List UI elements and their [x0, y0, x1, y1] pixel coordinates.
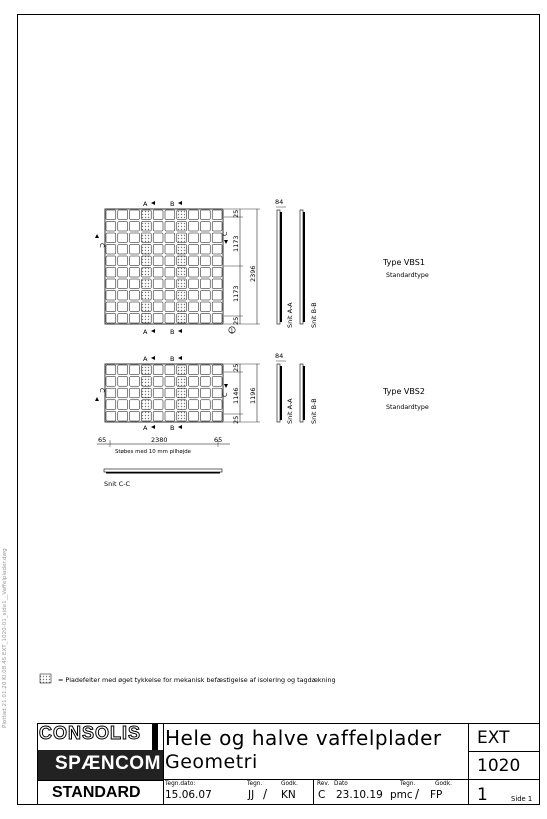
waffle-cell: [141, 314, 151, 324]
waffle-cell: [200, 291, 210, 301]
waffle-cell: [212, 222, 222, 232]
tegn-label: Tegn.: [247, 781, 263, 787]
vbs2-snit-bb: Snit B-B: [310, 398, 318, 424]
waffle-cell: [118, 291, 128, 301]
waffle-cell: [118, 377, 128, 387]
vbs1-section-c-left: C: [98, 243, 106, 248]
waffle-cell: [189, 291, 199, 301]
waffle-cell: [212, 314, 222, 324]
waffle-cell: [141, 388, 151, 398]
waffle-cell: [165, 400, 175, 410]
waffle-cell: [189, 279, 199, 289]
legend-text: = Pladefelter med øget tykkelse for mekanisk befæstigelse af isolering og tagdækning: [58, 676, 336, 684]
vbs1-snit-bb: Snit B-B: [310, 302, 318, 328]
waffle-cell: [141, 268, 151, 278]
waffle-cell: [165, 377, 175, 387]
vbs1-section-a-top: A: [143, 200, 148, 208]
waffle-cell: [200, 302, 210, 312]
waffle-cell: [200, 222, 210, 232]
waffle-cell: [106, 314, 116, 324]
tegn-dato-label: Tegn.dato:: [165, 781, 196, 787]
waffle-cell: [141, 222, 151, 232]
waffle-cell: [153, 377, 163, 387]
waffle-cell: [165, 302, 175, 312]
waffle-cell: [165, 233, 175, 243]
waffle-cell: [189, 245, 199, 255]
waffle-cell: [165, 388, 175, 398]
waffle-cell: [189, 302, 199, 312]
waffle-cell: [106, 210, 116, 220]
waffle-cell: [177, 400, 187, 410]
waffle-cell: [118, 365, 128, 375]
waffle-cell: [200, 268, 210, 278]
waffle-cell: [153, 411, 163, 421]
drawing-title: Hele og halve vaffelplader: [165, 726, 442, 750]
waffle-cell: [130, 256, 140, 266]
waffle-cell: [212, 377, 222, 387]
waffle-cell: [200, 256, 210, 266]
waffle-cell: [177, 256, 187, 266]
waffle-cell: [200, 377, 210, 387]
waffle-cell: [177, 365, 187, 375]
godk-value: KN: [281, 789, 296, 801]
waffle-cell: [189, 314, 199, 324]
waffle-cell: [165, 256, 175, 266]
waffle-cell: [118, 256, 128, 266]
waffle-cell: [177, 388, 187, 398]
waffle-cell: [106, 279, 116, 289]
waffle-cell: [153, 256, 163, 266]
vbs2-plate-plan: [105, 364, 223, 422]
waffle-cell: [177, 233, 187, 243]
waffle-cell: [118, 388, 128, 398]
waffle-cell: [130, 365, 140, 375]
waffle-cell: [118, 411, 128, 421]
waffle-cell: [118, 400, 128, 410]
waffle-cell: [141, 400, 151, 410]
rev-label: Rev.: [317, 781, 330, 787]
waffle-cell: [177, 210, 187, 220]
vbs2-dim-1146: 1146: [232, 387, 240, 404]
waffle-cell: [189, 268, 199, 278]
waffle-cell: [130, 377, 140, 387]
godk-label: Godk.: [281, 781, 298, 787]
vbs2-section-a-bottom: A: [143, 424, 148, 432]
waffle-cell: [189, 388, 199, 398]
waffle-cell: [106, 233, 116, 243]
waffle-cell: [141, 233, 151, 243]
waffle-cell: [200, 400, 210, 410]
waffle-cell: [118, 279, 128, 289]
waffle-cell: [130, 268, 140, 278]
vbs2-dim-65-left: 65: [98, 436, 107, 444]
waffle-cell: [177, 302, 187, 312]
standard-label-box: STANDARD: [37, 780, 164, 805]
waffle-cell: [130, 210, 140, 220]
waffle-cell: [118, 302, 128, 312]
rev-value: C: [318, 789, 326, 801]
waffle-cell: [118, 245, 128, 255]
waffle-cell: [153, 388, 163, 398]
waffle-cell: [141, 210, 151, 220]
vbs2-type-label: Type VBS2: [383, 387, 425, 396]
waffle-cell: [212, 302, 222, 312]
rev-tegn-label: Tegn.: [400, 781, 416, 787]
waffle-cell: [153, 314, 163, 324]
vbs1-dim-1173-bottom: 1173: [232, 285, 240, 302]
rev-date-value: 23.10.19: [336, 789, 383, 801]
waffle-cell: [189, 210, 199, 220]
vbs1-dim-25-bottom: 25: [232, 316, 240, 325]
waffle-cell: [141, 291, 151, 301]
vbs1-dim-25-top: 25: [232, 209, 240, 218]
vbs2-section-bb-profile: [300, 364, 303, 422]
waffle-cell: [177, 291, 187, 301]
rev-tegn-value: pmc: [390, 789, 413, 801]
vbs1-section-b-top: B: [170, 200, 175, 208]
waffle-cell: [130, 233, 140, 243]
plot-info-note: Plottad 21.01.20 Kl.08.45 EXT_1020-01_side1__Vaffelplader.dwg: [2, 548, 8, 728]
waffle-cell: [212, 256, 222, 266]
vbs2-section-c-left: C: [98, 388, 106, 393]
waffle-cell: [106, 411, 116, 421]
waffle-cell: [177, 314, 187, 324]
slash-separator: /: [263, 787, 268, 801]
section-cc-profile: [104, 469, 222, 472]
waffle-cell: [130, 388, 140, 398]
waffle-cell: [106, 291, 116, 301]
waffle-cell: [189, 222, 199, 232]
waffle-cell: [130, 279, 140, 289]
vbs2-section-aa-profile: [277, 364, 280, 422]
waffle-cell: [189, 377, 199, 387]
vbs2-section-c-right: C: [221, 392, 229, 397]
waffle-cell: [212, 245, 222, 255]
vbs1-dim-84: 84: [275, 198, 284, 206]
waffle-cell: [106, 302, 116, 312]
vbs1-type-sub: Standardtype: [386, 272, 429, 279]
waffle-cell: [177, 411, 187, 421]
vbs1-section-c-right: C: [221, 231, 229, 236]
waffle-cell: [118, 222, 128, 232]
waffle-cell: [200, 365, 210, 375]
vbs1-section-bb-profile: [300, 210, 303, 324]
vbs1-dim-2396: 2396: [249, 265, 257, 282]
waffle-cell: [106, 245, 116, 255]
waffle-cell: [130, 400, 140, 410]
waffle-cell: [200, 411, 210, 421]
vbs2-dim-84: 84: [275, 352, 284, 360]
waffle-cell: [130, 314, 140, 324]
waffle-cell: [165, 365, 175, 375]
waffle-cell: [153, 400, 163, 410]
waffle-cell: [165, 279, 175, 289]
waffle-cell: [177, 279, 187, 289]
rev-godk-label: Godk.: [435, 781, 452, 787]
waffle-cell: [165, 210, 175, 220]
vbs2-section-b-top: B: [170, 355, 175, 363]
waffle-cell: [212, 268, 222, 278]
waffle-cell: [165, 245, 175, 255]
waffle-cell: [141, 411, 151, 421]
legend-swatch: [40, 674, 51, 683]
vbs2-dim-2380: 2380: [151, 436, 168, 444]
waffle-cell: [153, 365, 163, 375]
waffle-cell: [200, 210, 210, 220]
waffle-cell: [165, 411, 175, 421]
waffle-cell: [106, 222, 116, 232]
waffle-cell: [200, 388, 210, 398]
waffle-cell: [153, 210, 163, 220]
waffle-cell: [153, 222, 163, 232]
waffle-cell: [200, 279, 210, 289]
waffle-cell: [212, 411, 222, 421]
waffle-cell: [189, 233, 199, 243]
vbs1-snit-aa: Snit A-A: [286, 302, 294, 328]
waffle-cell: [153, 268, 163, 278]
waffle-cell: [200, 314, 210, 324]
series-code: EXT: [477, 728, 510, 748]
waffle-cell: [165, 268, 175, 278]
sheet-number: 1: [477, 785, 488, 805]
waffle-cell: [106, 400, 116, 410]
waffle-cell: [212, 365, 222, 375]
waffle-cell: [118, 233, 128, 243]
consolis-logo: CONSOLIS: [37, 723, 158, 750]
waffle-cell: [130, 411, 140, 421]
waffle-cell: [189, 400, 199, 410]
waffle-cell: [141, 365, 151, 375]
waffle-cell: [141, 256, 151, 266]
waffle-cell: [189, 256, 199, 266]
waffle-cell: [153, 302, 163, 312]
vbs1-section-b-bottom: B: [170, 328, 175, 336]
waffle-cell: [106, 365, 116, 375]
vbs2-type-sub: Standardtype: [386, 404, 429, 411]
waffle-cell: [141, 245, 151, 255]
title-block: [37, 723, 540, 805]
waffle-cell: [130, 245, 140, 255]
waffle-cell: [106, 256, 116, 266]
vbs2-dim-25-bottom: 25: [232, 415, 240, 424]
waffle-cell: [212, 210, 222, 220]
vbs2-cast-note: Støbes med 10 mm pilhøjde: [115, 449, 191, 455]
vbs1-type-label: Type VBS1: [383, 258, 425, 267]
vbs2-section-a-top: A: [143, 355, 148, 363]
vbs2-snit-aa: Snit A-A: [286, 398, 294, 424]
waffle-cell: [153, 279, 163, 289]
waffle-cell: [189, 365, 199, 375]
vbs2-dim-25-top: 25: [232, 363, 240, 372]
vbs1-plate-plan: [105, 209, 223, 324]
waffle-cell: [141, 302, 151, 312]
waffle-cell: [177, 245, 187, 255]
waffle-cell: [200, 233, 210, 243]
waffle-cell: [141, 279, 151, 289]
waffle-cell: [212, 400, 222, 410]
slash-separator-2: /: [415, 787, 420, 801]
rev-godk-value: FP: [430, 789, 443, 801]
waffle-cell: [141, 377, 151, 387]
tegn-value: JJ: [248, 789, 255, 801]
vbs1-dim-1173-top: 1173: [232, 235, 240, 252]
waffle-cell: [177, 268, 187, 278]
waffle-cell: [118, 314, 128, 324]
drawing-subtitle: Geometri: [165, 751, 258, 773]
waffle-cell: [177, 222, 187, 232]
waffle-cell: [153, 291, 163, 301]
drawing-number: 1020: [477, 756, 521, 776]
spaencom-logo: SPÆNCOM: [37, 750, 164, 780]
waffle-cell: [177, 377, 187, 387]
snit-cc-label: Snit C-C: [104, 480, 131, 488]
vbs2-dim-65-right: 65: [214, 436, 223, 444]
side-label: Side 1: [511, 795, 533, 803]
vbs2-dim-1196: 1196: [249, 387, 257, 404]
waffle-cell: [118, 268, 128, 278]
vbs1-section-a-bottom: A: [143, 328, 148, 336]
tegn-dato-value: 15.06.07: [165, 789, 212, 801]
vbs1-section-aa-profile: [277, 210, 280, 324]
rev-dato-label: Dato: [334, 781, 348, 787]
waffle-cell: [212, 279, 222, 289]
waffle-cell: [212, 291, 222, 301]
waffle-cell: [153, 245, 163, 255]
waffle-cell: [153, 233, 163, 243]
waffle-cell: [106, 388, 116, 398]
waffle-cell: [165, 291, 175, 301]
waffle-cell: [189, 411, 199, 421]
vbs2-section-b-bottom: B: [170, 424, 175, 432]
vbs1-detail-marker: 1: [230, 328, 234, 335]
waffle-cell: [130, 302, 140, 312]
waffle-cell: [106, 377, 116, 387]
waffle-cell: [165, 222, 175, 232]
waffle-cell: [165, 314, 175, 324]
waffle-cell: [130, 291, 140, 301]
waffle-cell: [106, 268, 116, 278]
waffle-cell: [130, 222, 140, 232]
waffle-cell: [200, 245, 210, 255]
waffle-cell: [118, 210, 128, 220]
